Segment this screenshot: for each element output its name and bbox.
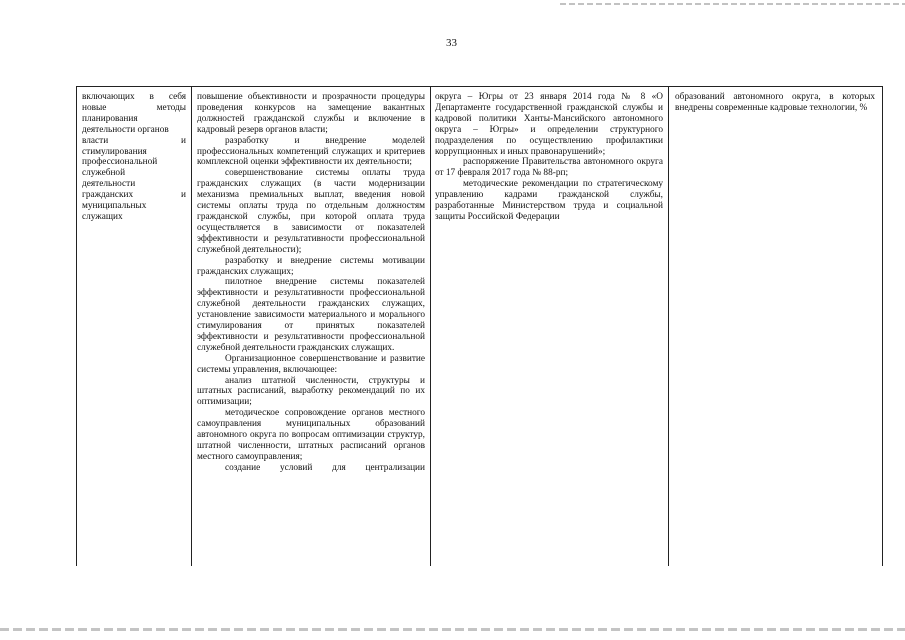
paragraph: разработку и внедрение системы мотивации гражданских служащих; [197,255,425,277]
paragraph: распоряжение Правительства автономного округа от 17 февраля 2017 года № 88-рп; [435,157,663,179]
table-column-divider [668,86,669,566]
text-line: власти и [82,135,186,146]
table-column-divider [191,86,192,566]
paragraph: повышение объективности и прозрачности процедуры проведения конкурсов на замещение вакантных должностей гражданской службы и включение в кадровый резерв органов власти; [197,92,425,135]
table-cell-indicator [675,92,875,114]
text-line: служебной [82,168,126,179]
paragraph: образований автономного округа, в которых внедрены современные кадровые технологии, % [675,92,875,113]
table-cell-activities [197,92,425,474]
text-line: деятельности органов [82,124,169,135]
text-line: включающих в себя [82,92,186,102]
paragraph: разработку и внедрение моделей профессиональных компетенций служащих и критериев комплексной оценки эффективности их деятельности; [197,135,425,168]
text-line: планирования [82,113,138,124]
paragraph: пилотное внедрение системы показателей эффективности и результативности профессиональной служебной деятельности гражданских служащих, установление зависимости материального и морального стимулирования от принятых показателей эффективности и результативности профессиональной служебной деятельности гражданских служащих. [197,277,425,353]
page-number: 33 [446,37,457,49]
text-line: муниципальных [82,201,147,212]
table-border-left [76,86,77,566]
paragraph: Организационное совершенствование и развитие системы управления, включающее: [197,353,425,375]
text-line: стимулирования [82,146,147,157]
paragraph: методическое сопровождение органов местного самоуправления муниципальных образований автономного округа по вопросам оптимизации структур, штатной численности, штатных расписаний органов местного самоуправления; [197,408,425,462]
text-line: новые методы [82,102,186,113]
paragraph: методические рекомендации по стратегическому управлению кадрами гражданской службы, разработанные Министерством труда и социальной защиты Российской Федерации [435,179,663,222]
table-column-divider [430,86,431,566]
text-line: профессиональной [82,157,158,168]
text-line: гражданских и [82,190,186,201]
table-border-right [882,86,883,566]
text-line: деятельности [82,179,136,190]
paragraph: анализ штатной численности, структуры и штатных расписаний, выработку рекомендаций по их оптимизации; [197,375,425,408]
table-top-border [76,86,882,87]
paragraph: создание условий для централизации [225,462,425,473]
table-cell-legal-acts [435,92,663,223]
paragraph: округа – Югры от 23 января 2014 года № 8 «О Департаменте государственной гражданской службы и кадровой политики Ханты-Мансийского автономного округа – Югры» и определении структурного подразделения по осуществлению профилактики коррупционных и иных правонарушений»; [435,92,663,157]
table-cell-method [82,92,186,223]
text-line: служащих [82,211,123,222]
scan-artifact-bottom [0,628,905,631]
scan-artifact-top [560,3,905,5]
paragraph: совершенствование системы оплаты труда гражданских служащих (в части модернизации механизма премиальных выплат, введения новой системы оплаты труда по отдельным должностям гражданской службы, при которой оплата труда осуществляется в зависимости от показателей эффективности и результативности профессиональной служебной деятельности); [197,168,425,255]
